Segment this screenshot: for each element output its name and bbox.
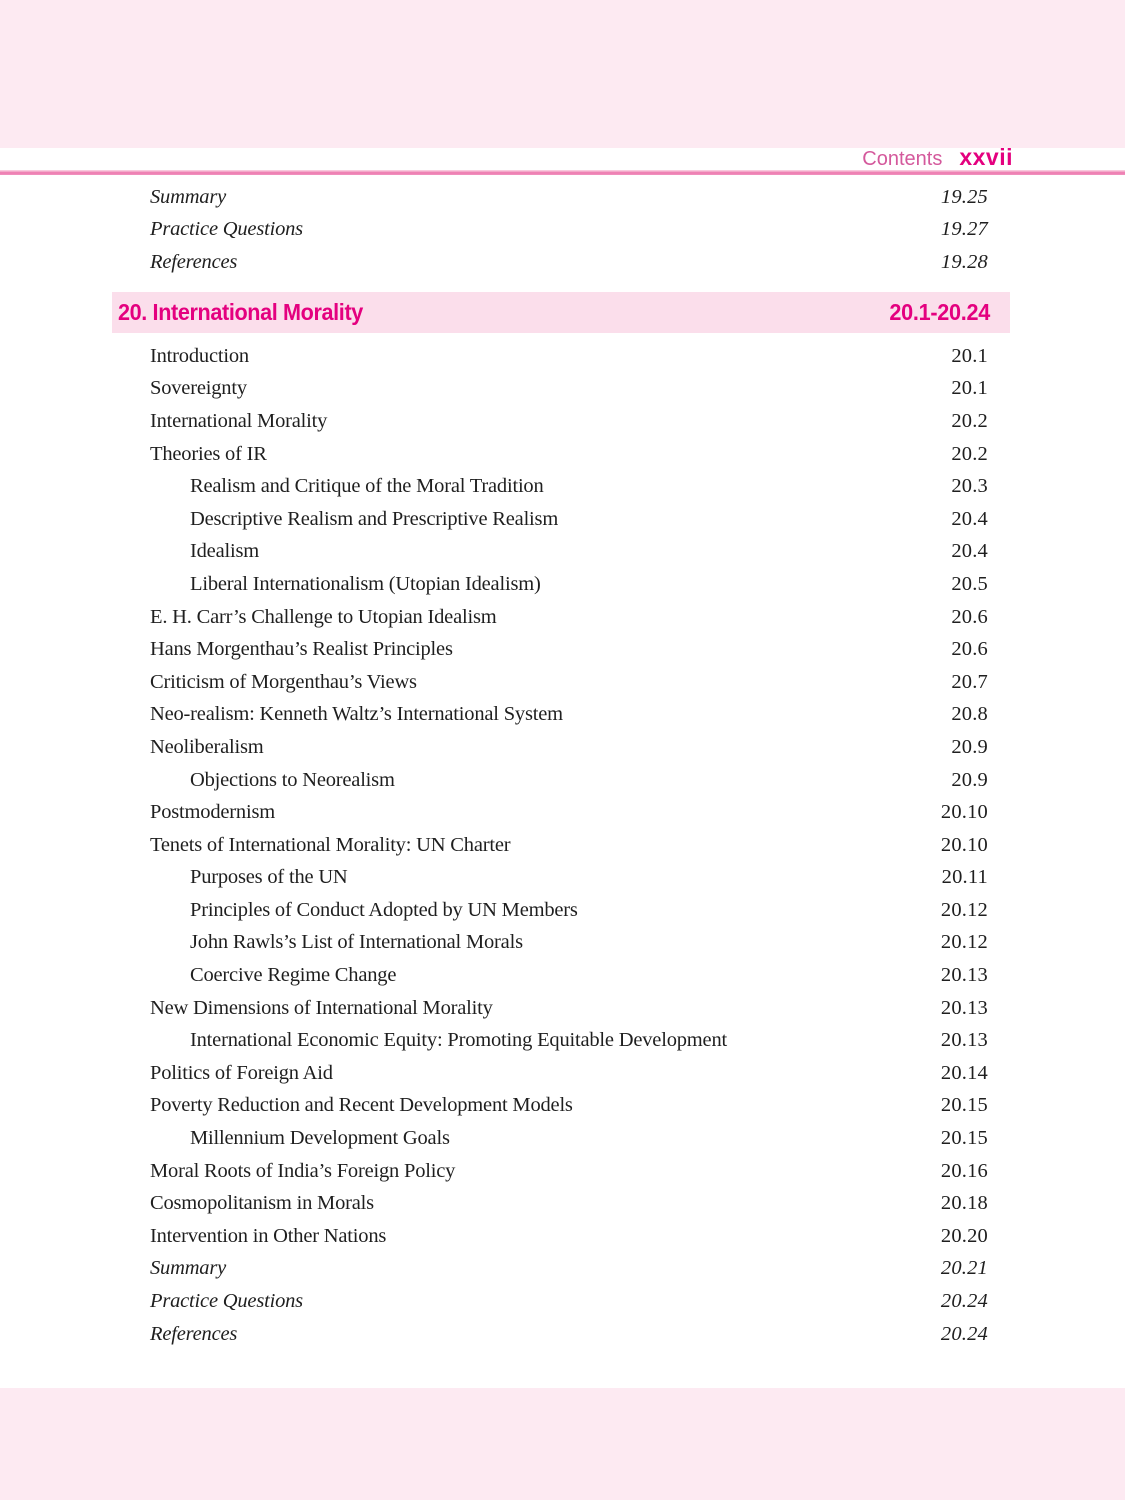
toc-entry-title: Neo-realism: Kenneth Waltz’s International System	[150, 703, 563, 726]
toc-row	[150, 1122, 988, 1155]
toc-row	[150, 1024, 988, 1057]
toc-row	[150, 764, 988, 797]
toc-row	[150, 214, 988, 247]
toc-entry-page: 20.15	[940, 1094, 988, 1117]
toc-entry-page: 20.3	[951, 475, 988, 498]
toc-entry-title: Descriptive Realism and Prescriptive Realism	[190, 507, 559, 530]
toc-entry-page: 20.24	[940, 1322, 988, 1345]
toc-entry-page: 19.27	[940, 218, 988, 241]
toc-entry-title: Principles of Conduct Adopted by UN Members	[190, 898, 578, 921]
toc-entry-title: Idealism	[190, 540, 259, 563]
toc-entry-page: 20.11	[941, 866, 988, 889]
toc-entry-page: 20.2	[951, 442, 988, 465]
toc-row	[150, 927, 988, 960]
toc-entry-page: 19.25	[940, 185, 988, 208]
toc-entry-title: Practice Questions	[150, 1290, 303, 1313]
running-header	[862, 144, 1013, 171]
toc-entry-title: International Morality	[150, 409, 328, 432]
toc-entry-page: 20.15	[940, 1127, 988, 1150]
toc-entry-page: 20.9	[951, 735, 988, 758]
toc-entry-page: 20.16	[940, 1159, 988, 1182]
toc-entry-title: International Economic Equity: Promoting Equitable Development	[190, 1029, 727, 1052]
toc-entry-page: 20.12	[940, 898, 988, 921]
toc-entry-title: Summary	[150, 1257, 227, 1280]
toc-entry-title: Objections to Neorealism	[190, 768, 395, 791]
chapter-heading-band	[112, 292, 1010, 333]
toc-entry-page: 20.20	[940, 1224, 988, 1247]
toc-row	[150, 373, 988, 406]
toc-entry-page: 20.4	[951, 540, 988, 563]
chapter-heading-title: 20. International Morality	[118, 299, 363, 325]
toc-entry-page: 20.1	[951, 377, 988, 400]
toc-row	[150, 1090, 988, 1123]
toc-entry-page: 20.6	[951, 638, 988, 661]
toc-entry-title: Poverty Reduction and Recent Development Models	[150, 1094, 573, 1117]
toc-entry-page: 20.1	[951, 344, 988, 367]
toc-entry-title: Postmodernism	[150, 801, 275, 824]
toc-row	[150, 181, 988, 214]
toc-row	[150, 1318, 988, 1351]
toc-entry-page: 20.13	[940, 996, 988, 1019]
toc-row	[150, 1155, 988, 1188]
previous-chapter-entry-list	[150, 181, 988, 279]
toc-entry-title: Sovereignty	[150, 377, 247, 400]
toc-entry-title: Neoliberalism	[150, 735, 264, 758]
toc-entry-page: 20.14	[940, 1061, 988, 1084]
toc-row	[150, 699, 988, 732]
toc-entry-page: 20.18	[940, 1192, 988, 1215]
toc-entry-page: 20.12	[940, 931, 988, 954]
toc-entry-title: Theories of IR	[150, 442, 267, 465]
toc-entry-page: 19.28	[940, 250, 988, 273]
toc-row	[150, 470, 988, 503]
toc-entry-page: 20.9	[951, 768, 988, 791]
header-rule-divider	[0, 170, 1125, 175]
toc-entry-page: 20.21	[940, 1257, 988, 1280]
toc-entry-title: Cosmopolitanism in Morals	[150, 1192, 374, 1215]
toc-row	[150, 731, 988, 764]
toc-entry-title: References	[150, 250, 238, 273]
chapter-heading-page-range: 20.1-20.24	[889, 299, 990, 325]
toc-row	[150, 894, 988, 927]
running-header-title: Contents	[862, 148, 943, 170]
running-header-page-number: xxvii	[959, 144, 1013, 170]
toc-entry-page: 20.13	[940, 1029, 988, 1052]
toc-row	[150, 246, 988, 279]
chapter-entry-list	[150, 340, 988, 1350]
toc-entry-title: Liberal Internationalism (Utopian Idealism)	[190, 572, 541, 595]
toc-row	[150, 1057, 988, 1090]
toc-entry-title: Criticism of Morgenthau’s Views	[150, 670, 417, 693]
toc-row	[150, 992, 988, 1025]
toc-entry-page: 20.7	[951, 670, 988, 693]
toc-entry-title: Millennium Development Goals	[190, 1127, 450, 1150]
toc-row	[150, 536, 988, 569]
toc-entry-page: 20.8	[951, 703, 988, 726]
toc-row	[150, 1253, 988, 1286]
toc-entry-page: 20.4	[951, 507, 988, 530]
toc-entry-title: Coercive Regime Change	[190, 964, 397, 987]
toc-entry-title: Practice Questions	[150, 218, 303, 241]
toc-row	[150, 601, 988, 634]
toc-entry-title: Moral Roots of India’s Foreign Policy	[150, 1159, 456, 1182]
toc-row	[150, 405, 988, 438]
toc-entry-page: 20.5	[951, 572, 988, 595]
toc-row	[150, 340, 988, 373]
toc-entry-title: Intervention in Other Nations	[150, 1224, 387, 1247]
toc-entry-page: 20.6	[951, 605, 988, 628]
toc-row	[150, 633, 988, 666]
toc-row	[150, 829, 988, 862]
toc-row	[150, 503, 988, 536]
toc-row	[150, 1220, 988, 1253]
toc-entry-title: References	[150, 1322, 238, 1345]
toc-entry-title: Tenets of International Morality: UN Charter	[150, 833, 511, 856]
toc-entry-title: Realism and Critique of the Moral Tradition	[190, 475, 544, 498]
toc-entry-page: 20.10	[940, 833, 988, 856]
toc-row	[150, 1187, 988, 1220]
toc-entry-title: John Rawls’s List of International Morals	[190, 931, 523, 954]
toc-entry-title: Hans Morgenthau’s Realist Principles	[150, 638, 453, 661]
toc-row	[150, 568, 988, 601]
toc-entry-page: 20.2	[951, 409, 988, 432]
toc-row	[150, 959, 988, 992]
toc-entry-title: Politics of Foreign Aid	[150, 1061, 333, 1084]
toc-entry-title: Purposes of the UN	[190, 866, 348, 889]
toc-entry-title: Summary	[150, 185, 227, 208]
toc-entry-page: 20.24	[940, 1290, 988, 1313]
toc-entry-title: New Dimensions of International Morality	[150, 996, 493, 1019]
toc-entry-page: 20.10	[940, 801, 988, 824]
toc-row	[150, 666, 988, 699]
toc-entry-page: 20.13	[940, 964, 988, 987]
toc-row	[150, 862, 988, 895]
toc-row	[150, 438, 988, 471]
toc-entry-title: Introduction	[150, 344, 249, 367]
toc-row	[150, 796, 988, 829]
toc-entry-title: E. H. Carr’s Challenge to Utopian Idealism	[150, 605, 497, 628]
toc-row	[150, 1285, 988, 1318]
